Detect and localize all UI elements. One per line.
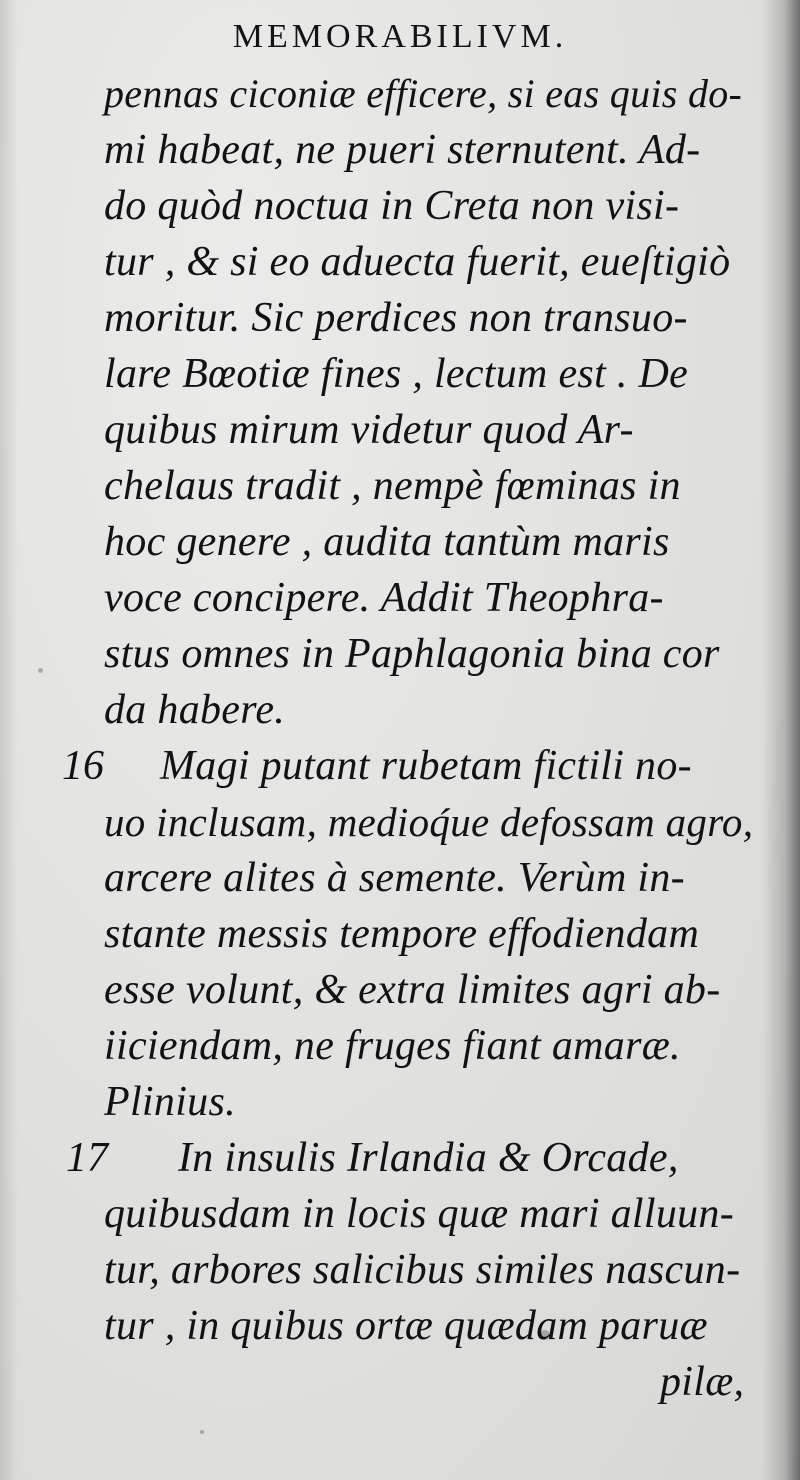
text-line: mi habeat, ne pueri sternutent. Ad- — [104, 127, 701, 173]
text-line: voce concipere. Addit Theophra- — [104, 575, 664, 621]
paragraph-number: 16 — [62, 743, 104, 789]
text-line: esse volunt, & extra limites agri ab- — [104, 967, 721, 1013]
text-line: tur , in quibus ortæ quædam paruæ — [104, 1303, 708, 1349]
text-line: quibus mirum videtur quod Ar- — [104, 407, 634, 453]
text-line: uo inclusam, medioq́ue defossam agro, — [104, 799, 754, 845]
text-line: tur , & si eo aduecta fuerit, eueſtigiò — [104, 239, 731, 285]
paragraph-number: 17 — [66, 1135, 108, 1181]
text-line: hoc genere , audita tantùm maris — [104, 519, 670, 565]
text-line: pennas ciconiæ efficere, si eas quis do- — [104, 71, 743, 116]
text-line: stante messis tempore effodiendam — [104, 911, 700, 957]
page-left-shadow — [0, 0, 18, 1480]
catchword: pilæ, — [660, 1359, 745, 1405]
text-line: iiciendam, ne fruges fiant amaræ. — [104, 1023, 681, 1069]
text-line: da habere. — [104, 687, 286, 733]
text-line: Plinius. — [104, 1079, 236, 1125]
running-head: MEMORABILIVM. — [232, 18, 568, 55]
text-line: chelaus tradit , nempè fœminas in — [104, 463, 681, 509]
text-line: lare Bœotiæ fines , lectum est . De — [104, 351, 689, 397]
text-line: moritur. Sic perdices non transuo- — [104, 295, 688, 341]
text-line: tur, arbores salicibus similes nascun- — [104, 1247, 741, 1293]
ink-spot — [38, 668, 43, 673]
text-line: arcere alites à semente. Verùm in- — [104, 855, 685, 901]
text-line: Magi putant rubetam fictili no- — [160, 743, 692, 789]
ink-spot — [200, 1430, 204, 1434]
text-line: quibusdam in locis quæ mari alluun- — [104, 1191, 735, 1237]
page-gutter-shadow — [762, 0, 800, 1480]
text-line: do quòd noctua in Creta non visi- — [104, 183, 680, 229]
text-line: stus omnes in Paphlagonia bina cor — [104, 631, 720, 677]
text-line: In insulis Irlandia & Orcade, — [178, 1135, 679, 1181]
